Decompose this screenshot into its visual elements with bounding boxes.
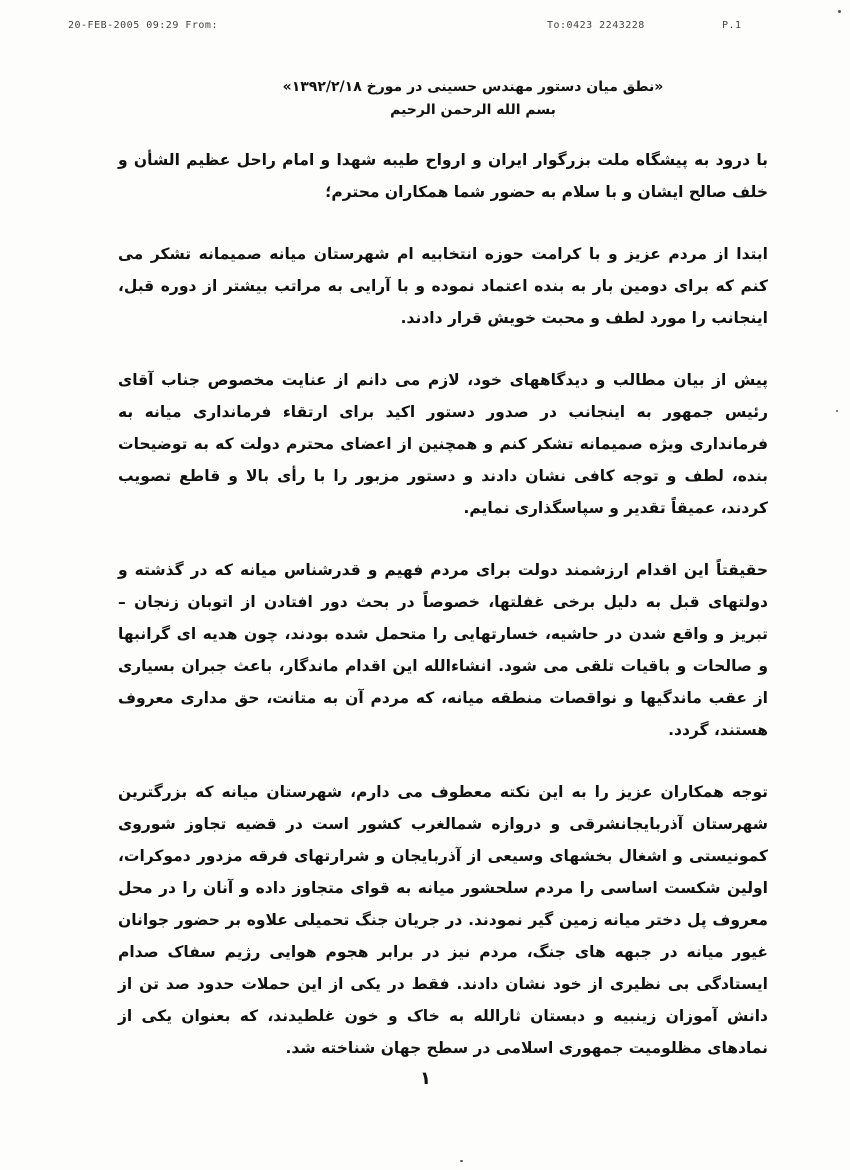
- scan-speck: [460, 1160, 463, 1162]
- document-title: «نطق میان دستور مهندس حسینی در مورخ ۱۳۹۲/۲/۱۸»: [282, 79, 664, 95]
- basmala-heading: بسم الله الرحمن الرحیم: [390, 102, 556, 118]
- paragraph-history-mianeh: توجه همکاران عزیز را به این نکته معطوف می دارم، شهرستان میانه که بزرگترین شهرستان آذربایجانشرقی و دروازه شمالغرب کشور است در قضیه تجاوز شوروی کمونیستی و اشغال بخشهای وسیعی از آذربایجان و شرارتهای فرقه مزدور دموکرات، اولین شکست اساسی را مردم سلحشور میانه به قوای متجاوز داده و آنان را در محل معروف پل دختر میانه زمین گیر نمودند. در جریان جنگ تحمیلی علاوه بر حضور جوانان غیور میانه در جبهه های جنگ، مردم نیز در برابر هجوم هوایی رژیم سفاک صدام ایستادگی بی نظیری از خود نشان دادند. فقط در یکی از این حملات حدود صد تن از دانش آموزان زینبیه و دبستان ثارالله به خاک و خون غلطیدند، که بعنوان یکی از نمادهای مظلومیت جمهوری اسلامی در سطح جهان شناخته شد.: [118, 783, 768, 1057]
- scan-speck: [836, 410, 838, 412]
- fax-recipient: To:0423 2243228: [547, 20, 645, 31]
- paragraph-greeting: با درود به پیشگاه ملت بزرگوار ایران و ارواح طیبه شهدا و امام راحل عظیم الشأن و خلف صالح ایشان و با سلام به حضور شما همکاران محترم؛: [118, 151, 768, 201]
- scan-speck: [838, 10, 841, 13]
- fax-page-indicator: P.1: [722, 20, 742, 31]
- paragraph-government-action: حقیقتاً این اقدام ارزشمند دولت برای مردم فهیم و قدرشناس میانه که در گذشته و دولتهای قبل به دلیل برخی غفلتها، خصوصاً در بحث دور افتادن از اتوبان زنجان – تبریز و واقع شدن در حاشیه، خسارتهایی را متحمل شده بودند، چون هدیه ای گرانبها و صالحات و باقیات تلقی می شود. انشاءالله این اقدام ماندگار، باعث جبران بسیاری از عقب ماندگیها و نواقصات منطقه میانه، که مردم آن به متانت، حق مداری معروف هستند، گردد.: [118, 561, 768, 739]
- paragraph-thanks-government: پیش از بیان مطالب و دیدگاههای خود، لازم می دانم از عنایت مخصوص جناب آقای رئیس جمهور به اینجانب در صدور دستور اکید برای ارتقاء فرمانداری میانه به فرمانداری ویژه صمیمانه تشکر کنم و همچنین از اعضای محترم دولت که به توضیحات بنده، لطف و توجه کافی نشان دادند و دستور مزبور را با رأی بالا و قاطع تصویب کردند، عمیقاً تقدیر و سپاسگذاری نمایم.: [118, 371, 768, 517]
- fax-timestamp: 20-FEB-2005 09:29 From:: [68, 20, 218, 31]
- fax-header: [0, 20, 850, 38]
- document-body: [118, 76, 768, 1094]
- paragraph-thanks-voters: ابتدا از مردم عزیز و با کرامت حوزه انتخابیه ام شهرستان میانه صمیمانه تشکر می کنم که برای دومین بار به بنده اعتماد نموده و با آرایی به مراتب بیشتر از دوره قبل، اینجانب را مورد لطف و محبت خویش قرار دادند.: [118, 245, 768, 327]
- page-number: ۱: [420, 1068, 431, 1089]
